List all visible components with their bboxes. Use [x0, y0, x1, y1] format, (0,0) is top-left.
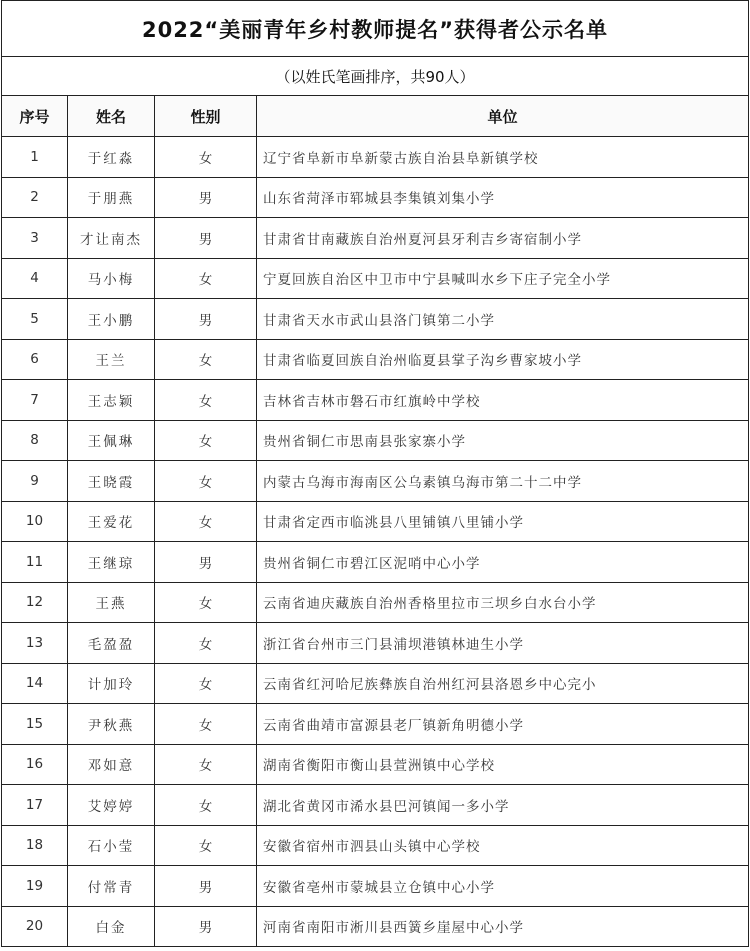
table-row	[2, 825, 749, 866]
cell-no: 12	[2, 582, 68, 623]
cell-unit: 河南省南阳市淅川县西簧乡崖屋中心小学	[257, 906, 749, 947]
cell-name: 艾婷婷	[68, 785, 155, 826]
subtitle-row	[2, 57, 749, 96]
cell-name: 王继琼	[68, 542, 155, 583]
table-row	[2, 177, 749, 218]
cell-unit: 宁夏回族自治区中卫市中宁县喊叫水乡下庄子完全小学	[257, 258, 749, 299]
cell-no: 5	[2, 299, 68, 340]
table-row	[2, 461, 749, 502]
cell-unit: 贵州省铜仁市思南县张家寨小学	[257, 420, 749, 461]
cell-no: 8	[2, 420, 68, 461]
cell-gender: 男	[155, 218, 257, 259]
cell-unit: 安徽省亳州市蒙城县立仓镇中心小学	[257, 866, 749, 907]
cell-gender: 女	[155, 825, 257, 866]
cell-name: 计加玲	[68, 663, 155, 704]
table-row	[2, 299, 749, 340]
table-row	[2, 744, 749, 785]
cell-name: 于朋燕	[68, 177, 155, 218]
cell-unit: 山东省菏泽市郓城县李集镇刘集小学	[257, 177, 749, 218]
cell-gender: 女	[155, 339, 257, 380]
cell-unit: 云南省迪庆藏族自治州香格里拉市三坝乡白水台小学	[257, 582, 749, 623]
cell-no: 19	[2, 866, 68, 907]
cell-unit: 吉林省吉林市磐石市红旗岭中学校	[257, 380, 749, 421]
cell-name: 王志颖	[68, 380, 155, 421]
cell-no: 17	[2, 785, 68, 826]
cell-no: 20	[2, 906, 68, 947]
cell-no: 10	[2, 501, 68, 542]
cell-unit: 辽宁省阜新市阜新蒙古族自治县阜新镇学校	[257, 137, 749, 178]
cell-name: 于红淼	[68, 137, 155, 178]
cell-name: 邓如意	[68, 744, 155, 785]
cell-gender: 男	[155, 906, 257, 947]
table-row	[2, 866, 749, 907]
cell-unit: 云南省红河哈尼族彝族自治州红河县洛恩乡中心完小	[257, 663, 749, 704]
cell-name: 尹秋燕	[68, 704, 155, 745]
cell-name: 石小莹	[68, 825, 155, 866]
cell-gender: 男	[155, 299, 257, 340]
cell-name: 付常青	[68, 866, 155, 907]
cell-unit: 贵州省铜仁市碧江区泥哨中心小学	[257, 542, 749, 583]
cell-no: 1	[2, 137, 68, 178]
cell-gender: 女	[155, 461, 257, 502]
cell-unit: 安徽省宿州市泗县山头镇中心学校	[257, 825, 749, 866]
cell-no: 9	[2, 461, 68, 502]
cell-no: 15	[2, 704, 68, 745]
cell-gender: 男	[155, 177, 257, 218]
cell-gender: 女	[155, 258, 257, 299]
cell-gender: 女	[155, 623, 257, 664]
table-row	[2, 137, 749, 178]
cell-gender: 男	[155, 542, 257, 583]
cell-gender: 女	[155, 785, 257, 826]
table-row	[2, 663, 749, 704]
document-title: 2022“美丽青年乡村教师提名”获得者公示名单	[2, 1, 749, 57]
cell-gender: 女	[155, 582, 257, 623]
cell-no: 18	[2, 825, 68, 866]
cell-no: 11	[2, 542, 68, 583]
cell-no: 2	[2, 177, 68, 218]
cell-unit: 内蒙古乌海市海南区公乌素镇乌海市第二十二中学	[257, 461, 749, 502]
cell-name: 王爱花	[68, 501, 155, 542]
cell-name: 毛盈盈	[68, 623, 155, 664]
cell-unit: 甘肃省甘南藏族自治州夏河县牙利吉乡寄宿制小学	[257, 218, 749, 259]
title-row	[2, 1, 749, 57]
table-row	[2, 542, 749, 583]
table-row	[2, 501, 749, 542]
cell-name: 王燕	[68, 582, 155, 623]
cell-unit: 甘肃省天水市武山县洛门镇第二小学	[257, 299, 749, 340]
document-subtitle: （以姓氏笔画排序，共90人）	[2, 57, 749, 96]
table-row	[2, 218, 749, 259]
table-row	[2, 380, 749, 421]
cell-no: 14	[2, 663, 68, 704]
table-row	[2, 258, 749, 299]
cell-no: 7	[2, 380, 68, 421]
cell-unit: 湖南省衡阳市衡山县萱洲镇中心学校	[257, 744, 749, 785]
cell-gender: 女	[155, 380, 257, 421]
table-row	[2, 906, 749, 947]
cell-no: 16	[2, 744, 68, 785]
header-no: 序号	[2, 96, 68, 137]
cell-gender: 女	[155, 420, 257, 461]
table-row	[2, 582, 749, 623]
cell-name: 王兰	[68, 339, 155, 380]
table-row	[2, 420, 749, 461]
cell-name: 白金	[68, 906, 155, 947]
cell-no: 4	[2, 258, 68, 299]
cell-gender: 女	[155, 663, 257, 704]
cell-gender: 女	[155, 137, 257, 178]
cell-unit: 浙江省台州市三门县浦坝港镇林迪生小学	[257, 623, 749, 664]
cell-no: 3	[2, 218, 68, 259]
header-name: 姓名	[68, 96, 155, 137]
cell-gender: 女	[155, 744, 257, 785]
cell-gender: 女	[155, 501, 257, 542]
cell-no: 6	[2, 339, 68, 380]
cell-no: 13	[2, 623, 68, 664]
table-row	[2, 704, 749, 745]
cell-gender: 女	[155, 704, 257, 745]
header-unit: 单位	[257, 96, 749, 137]
header-gender: 性别	[155, 96, 257, 137]
cell-unit: 甘肃省临夏回族自治州临夏县掌子沟乡曹家坡小学	[257, 339, 749, 380]
roster-table	[1, 0, 749, 947]
cell-gender: 男	[155, 866, 257, 907]
cell-unit: 云南省曲靖市富源县老厂镇新角明德小学	[257, 704, 749, 745]
cell-name: 马小梅	[68, 258, 155, 299]
table-row	[2, 785, 749, 826]
cell-name: 王晓霞	[68, 461, 155, 502]
header-row	[2, 96, 749, 137]
cell-name: 才让南杰	[68, 218, 155, 259]
table-row	[2, 623, 749, 664]
cell-name: 王佩琳	[68, 420, 155, 461]
cell-unit: 湖北省黄冈市浠水县巴河镇闻一多小学	[257, 785, 749, 826]
cell-name: 王小鹏	[68, 299, 155, 340]
cell-unit: 甘肃省定西市临洮县八里铺镇八里铺小学	[257, 501, 749, 542]
table-row	[2, 339, 749, 380]
